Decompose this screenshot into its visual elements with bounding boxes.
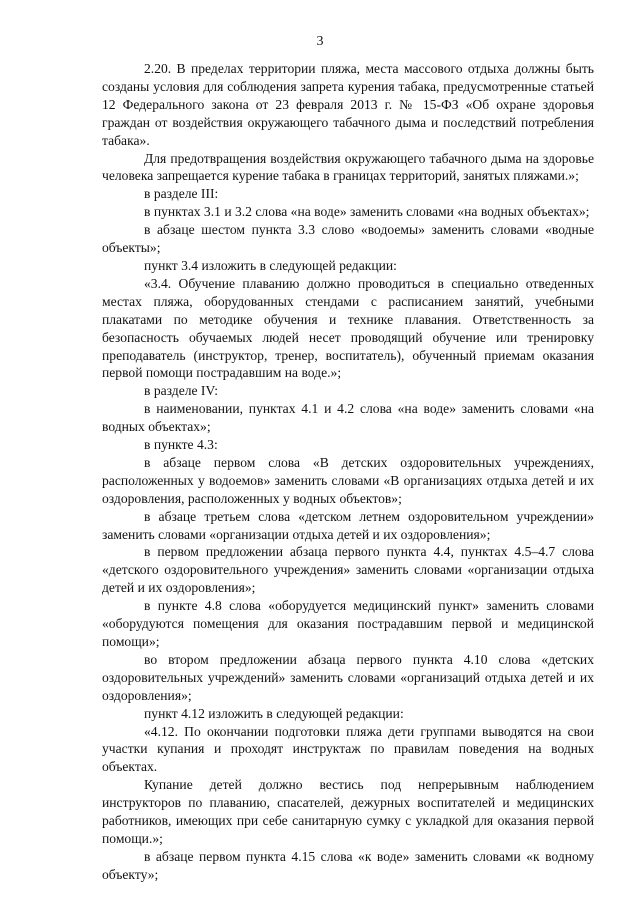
- paragraph-item-4-3-third: в абзаце третьем слова «детском летнем оздоровительном учреждении» заменить словами «организации отдыха детей и их оздоровления»;: [102, 508, 594, 542]
- paragraph-item-4-15: в абзаце первом пункта 4.15 слова «к воде» заменить словами «к водному объекту»;: [102, 848, 594, 882]
- paragraph-item-4-12-intro: пункт 4.12 изложить в следующей редакции:: [144, 705, 404, 721]
- paragraph-item-4-10: во втором предложении абзаца первого пункта 4.10 слова «детских оздоровительных учреждений» заменить словами «организаций отдыха детей и их оздоровления»;: [102, 651, 594, 703]
- paragraph-item-4-12-text: «4.12. По окончании подготовки пляжа дети группами выводятся на свои участки купания и проходят инструктаж по правилам поведения на водных объектах.: [102, 723, 594, 775]
- paragraph-items-4-4-4-7: в первом предложении абзаца первого пункта 4.4, пунктах 4.5–4.7 слова «детского оздоровительного учреждения» заменить словами «организации отдыха детей и их оздоровления»;: [102, 544, 594, 596]
- paragraph-item-4-8: в пункте 4.8 слова «оборудуется медицинский пункт» заменить словами «оборудуются помещения для оказания пострадавшим первой и медицинской помощи»;: [102, 598, 594, 649]
- paragraph-item-3-4-intro: пункт 3.4 изложить в следующей редакции:: [144, 257, 397, 273]
- paragraph-section-3: в разделе III:: [144, 186, 219, 202]
- paragraph-item-4-3-first: в абзаце первом слова «В детских оздоровительных учреждениях, расположенных у водоемов» заменить словами «В организациях отдыха детей и их оздоровления, расположенных у водных объектов»;: [102, 454, 594, 506]
- paragraph-smoking-ban: Для предотвращения воздействия окружающего табачного дыма на здоровье человека запрещается курение табака в границах территорий, занятых пляжами.»;: [102, 150, 594, 184]
- paragraph-items-3-1-3-2: в пунктах 3.1 и 3.2 слова «на воде» заменить словами «на водных объектах»;: [144, 204, 590, 220]
- page-number: 3: [316, 34, 324, 49]
- paragraph-item-3-3: в абзаце шестом пункта 3.3 слово «водоемы» заменить словами «водные объекты»;: [102, 222, 594, 256]
- paragraph-2-20: 2.20. В пределах территории пляжа, места массового отдыха должны быть созданы условия для соблюдения запрета курения табака, предусмотренные статьей 12 Федерального закона от 23 февраля 2013 г. № 15-ФЗ «Об охране здоровья граждан от воздействия окружающего табачного дыма и последствий потребления табака».: [102, 61, 594, 148]
- paragraph-bathing-supervision: Купание детей должно вестись под непрерывным наблюдением инструкторов по плаванию, спасателей, дежурных воспитателей и медицинских работников, имеющих при себе санитарную сумку с укладкой для оказания первой помощи.»;: [102, 777, 594, 846]
- paragraph-item-3-4-text: «3.4. Обучение плаванию должно проводиться в специально отведенных местах пляжа, оборудованных стендами с расписанием занятий, учебными плакатами по методике обучения и технике плавания. Ответственность за безопасность обучаемых людей несет проводящий обучение или тренировку преподаватель (инструктор, тренер, воспитатель), обученный приемам оказания первой помощи пострадавшим на воде.»;: [102, 275, 594, 381]
- paragraph-items-4-1-4-2: в наименовании, пунктах 4.1 и 4.2 слова «на воде» заменить словами «на водных объектах»;: [102, 401, 594, 435]
- paragraph-section-4: в разделе IV:: [144, 383, 219, 399]
- paragraph-item-4-3: в пункте 4.3:: [144, 437, 218, 453]
- document-body: [102, 60, 594, 884]
